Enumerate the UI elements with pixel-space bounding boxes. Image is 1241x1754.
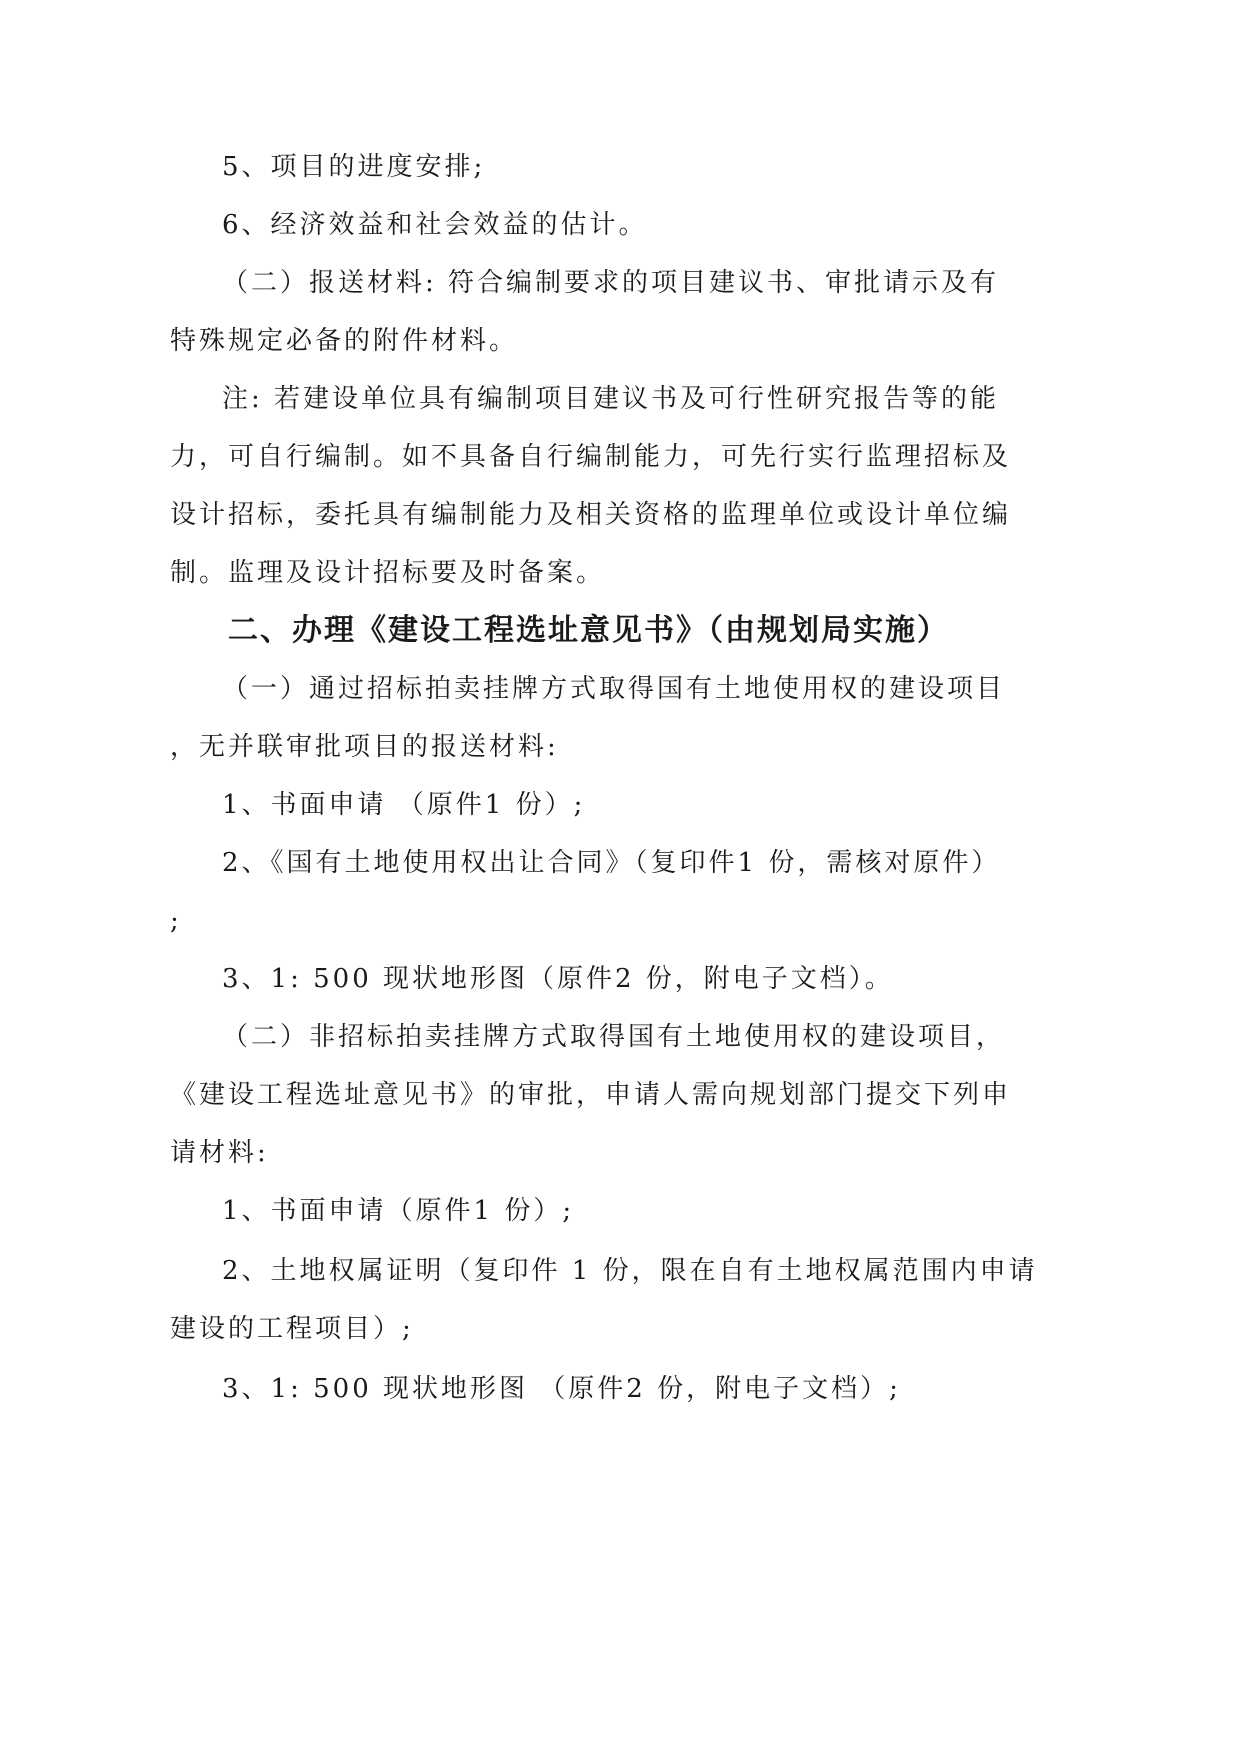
list-item-land-ownership: 2、土地权属证明（复印件 1 份，限在自有土地权属范围内申请 — [222, 1256, 1038, 1286]
note-paragraph-cont-1: 力，可自行编制。如不具备自行编制能力，可先行实行监理招标及 — [170, 442, 1012, 472]
section-heading: 二、办理《建设工程选址意见书》（由规划局实施） — [228, 613, 949, 648]
subsection-two-intro-cont-2: 请材料: — [170, 1138, 269, 1168]
note-paragraph-cont-3: 制。监理及设计招标要及时备案。 — [170, 558, 606, 588]
list-item-land-contract: 2、《国有土地使用权出让合同》（复印件1 份，需核对原件） — [222, 848, 1001, 878]
subsection-two-intro-cont-1: 《建设工程选址意见书》的审批，申请人需向规划部门提交下列申 — [170, 1080, 1012, 1110]
note-paragraph: 注: 若建设单位具有编制项目建议书及可行性研究报告等的能 — [222, 384, 1000, 414]
note-paragraph-cont-2: 设计招标，委托具有编制能力及相关资格的监理单位或设计单位编 — [170, 500, 1012, 530]
paragraph-submission-materials-cont: 特殊规定必备的附件材料。 — [170, 326, 519, 356]
list-item-written-application: 1、书面申请 （原件1 份）; — [222, 790, 586, 820]
subsection-one-intro-cont: ，无并联审批项目的报送材料: — [170, 732, 559, 762]
list-item-land-ownership-cont: 建设的工程项目）; — [170, 1314, 414, 1344]
list-item-schedule: 5、项目的进度安排; — [222, 152, 486, 182]
list-item-benefit-estimate: 6、经济效益和社会效益的估计。 — [222, 210, 648, 240]
subsection-two-intro: （二）非招标拍卖挂牌方式取得国有土地使用权的建设项目， — [222, 1022, 1006, 1052]
list-item-topographic-map-2: 3、1: 500 现状地形图 （原件2 份，附电子文档）; — [222, 1374, 901, 1404]
subsection-one-intro: （一）通过招标拍卖挂牌方式取得国有土地使用权的建设项目 — [222, 674, 1006, 704]
list-item-written-application-2: 1、书面申请（原件1 份）; — [222, 1196, 575, 1226]
list-item-land-contract-cont: ; — [170, 906, 182, 936]
paragraph-submission-materials: （二）报送材料: 符合编制要求的项目建议书、审批请示及有 — [222, 268, 1000, 298]
list-item-topographic-map: 3、1: 500 现状地形图（原件2 份，附电子文档）。 — [222, 964, 894, 994]
